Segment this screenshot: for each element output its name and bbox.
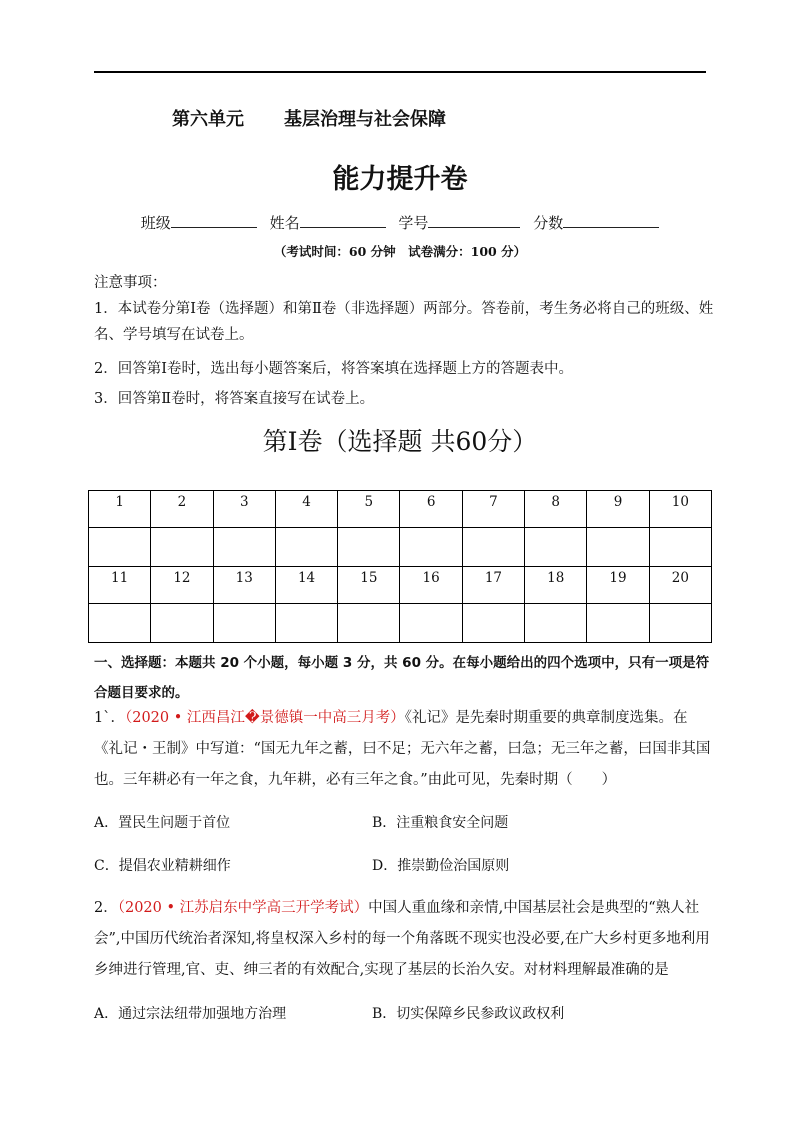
answer-number-cell: 3 [213,491,275,528]
student-info-fields [0,212,800,233]
answer-number-row [89,491,712,528]
question-text: 中国人重血缘和亲情,中国基层社会是典型的“熟人社会”,中国历代统治者深知,将皇权深入乡村的每一个角落既不现实也没必要,在广大乡村更多地利用乡绅进行管理,官、吏、绅三者的有效配合,实现了基层的长治久安。对材料理解最准确的是 [94,900,710,978]
question-source: （2020 • 江西昌江�景德镇一中高三月考） [124,710,405,726]
score-blank[interactable] [563,213,659,228]
answer-number-cell: 7 [462,491,524,528]
notes-heading: 注意事项： [94,275,167,291]
number-field [398,212,520,233]
header-rule [94,71,706,73]
answer-cell[interactable] [587,604,649,643]
number-label: 学号 [398,214,429,232]
answer-number-cell: 6 [400,491,462,528]
answer-number-cell: 11 [89,567,151,604]
answer-number-cell: 14 [275,567,337,604]
unit-label: 第六单元 [172,109,244,130]
answer-cell[interactable] [462,604,524,643]
paper-title: 能力提升卷 [332,164,468,195]
answer-blank-row [89,528,712,567]
answer-number-cell: 8 [525,491,587,528]
answer-number-cell: 20 [649,567,711,604]
answer-cell[interactable] [400,604,462,643]
answer-number-cell: 10 [649,491,711,528]
question-text: 《礼记》是先秦时期重要的典章制度选集。在《礼记・王制》中写道：“国无九年之蓄，曰不足；无六年之蓄，曰急；无三年之蓄，曰国非其国也。三年耕必有一年之食，九年耕，必有三年之食。”由此可见，先秦时期（ ） [94,710,711,788]
q2-option-a[interactable]: A．通过宗法纽带加强地方治理 [94,1006,287,1022]
answer-cell[interactable] [649,604,711,643]
answer-number-row [89,567,712,604]
answer-cell[interactable] [275,528,337,567]
question-2 [94,893,714,986]
question-number: 2． [94,900,118,916]
number-blank[interactable] [428,213,520,228]
answer-cell[interactable] [525,604,587,643]
answer-cell[interactable] [89,528,151,567]
answer-number-cell: 18 [525,567,587,604]
answer-number-cell: 13 [213,567,275,604]
choice-section-heading: 一、选择题：本题共 20 个小题，每小题 3 分，共 60 分。在每小题给出的四个选项中，只有一项是符合题目要求的。 [94,655,710,701]
answer-cell[interactable] [151,528,213,567]
q1-option-b[interactable]: B．注重粮食安全问题 [372,815,509,831]
score-field [533,212,659,233]
score-label: 分数 [533,214,564,232]
answer-cell[interactable] [213,528,275,567]
answer-blank-row [89,604,712,643]
answer-number-cell: 17 [462,567,524,604]
q1-option-c[interactable]: C．提倡农业精耕细作 [94,858,231,874]
answer-cell[interactable] [649,528,711,567]
answer-number-cell: 2 [151,491,213,528]
q1-option-d[interactable]: D．推崇勤俭治国原则 [372,858,510,874]
class-field [141,212,257,233]
answer-number-cell: 15 [338,567,400,604]
answer-cell[interactable] [400,528,462,567]
section-title: 第Ⅰ卷（选择题 共60分） [262,427,538,456]
note-item-2: 2．回答第Ⅰ卷时，选出每小题答案后，将答案填在选择题上方的答题表中。 [94,361,573,377]
note-item-3: 3．回答第Ⅱ卷时，将答案直接写在试卷上。 [94,391,375,407]
question-source: （2020 • 江苏启东中学高三开学考试） [117,900,369,916]
unit-title: 基层治理与社会保障 [284,109,446,130]
answer-number-cell: 4 [275,491,337,528]
answer-number-cell: 12 [151,567,213,604]
answer-cell[interactable] [525,528,587,567]
answer-cell[interactable] [338,604,400,643]
name-blank[interactable] [300,213,386,228]
answer-number-cell: 9 [587,491,649,528]
answer-number-cell: 16 [400,567,462,604]
name-field [270,212,386,233]
answer-number-cell: 5 [338,491,400,528]
question-1 [94,703,714,796]
answer-cell[interactable] [338,528,400,567]
answer-cell[interactable] [462,528,524,567]
answer-cell[interactable] [151,604,213,643]
q1-option-a[interactable]: A．置民生问题于首位 [94,815,231,831]
unit-heading [172,105,446,131]
answer-cell[interactable] [587,528,649,567]
class-label: 班级 [140,214,171,232]
q2-option-b[interactable]: B．切实保障乡民参政议政权利 [372,1006,565,1022]
answer-cell[interactable] [89,604,151,643]
answer-number-cell: 19 [587,567,649,604]
note-item-1: 1．本试卷分第Ⅰ卷（选择题）和第Ⅱ卷（非选择题）两部分。答卷前，考生务必将自己的班级、姓名、学号填写在试卷上。 [94,301,714,343]
answer-cell[interactable] [275,604,337,643]
answer-cell[interactable] [213,604,275,643]
answer-number-cell: 1 [89,491,151,528]
name-label: 姓名 [269,214,300,232]
answer-table [88,490,712,643]
question-number: 1`． [94,710,125,726]
exam-info: （考试时间：60 分钟 试卷满分：100 分） [273,244,527,259]
class-blank[interactable] [171,213,257,228]
